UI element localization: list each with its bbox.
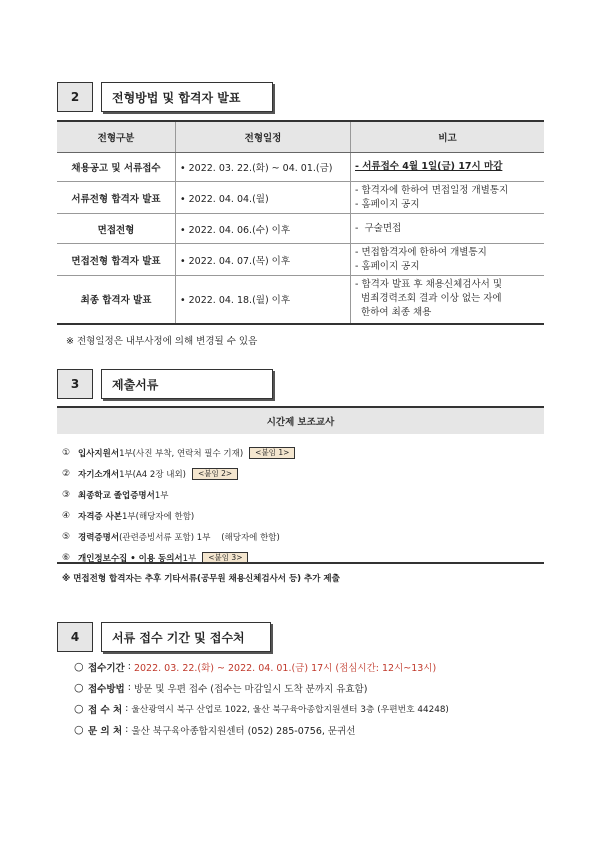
item-number: ③ [62,490,71,500]
list-item [62,528,542,546]
item-number: ④ [62,511,71,521]
document-detail: 1부(사진 부착, 연락처 필수 기재) [119,449,244,459]
document-detail: 1부(A4 2장 내외) [119,470,186,480]
schedule-table [57,120,544,325]
header-remarks: 비고 [351,121,545,153]
document-detail: (관련증빙서류 포함) 1부 (해당자에 한함) [119,533,280,543]
submission-info [74,656,554,740]
table-row [57,153,544,182]
header-stage: 전형구분 [57,121,176,153]
attachment-tag: <붙임 2> [192,468,238,480]
remark-line: - 홈페이지 공지 [355,260,420,272]
divider [57,562,544,564]
section-3-header [57,369,273,399]
remark-line: - 서류접수 4월 1일(금) 17시 마감 [355,161,503,172]
remarks-cell [351,244,545,276]
document-detail: 1부 [154,491,169,501]
section-title: 서류 접수 기간 및 접수처 [101,622,271,652]
document-name: 자기소개서 [78,470,120,480]
submission-place-row [74,698,554,719]
document-detail: 1부 [182,554,197,564]
document-category-bar: 시간제 보조교사 [57,406,544,434]
separator: : [124,682,134,693]
separator: : [122,703,132,714]
attachment-tag: <붙임 3> [202,552,248,564]
bullet-icon: ○ [74,681,84,694]
period-label: 접수기간 [88,662,125,674]
stage-cell: 채용공고 및 서류접수 [57,153,176,182]
document-name: 개인정보수집 • 이용 동의서 [78,554,183,564]
submission-method-row [74,677,554,698]
section-2-header [57,82,273,112]
table-row [57,214,544,244]
stage-cell: 면접전형 [57,214,176,244]
remark-line: - 합격자 발표 후 채용신체검사서 및 [355,279,503,291]
place-value: 울산광역시 북구 산업로 1022, 울산 북구육아종합지원센터 3층 (우편번호 44248) [131,705,449,715]
remarks-cell [351,182,545,214]
section-4-header [57,622,271,652]
section-number: 2 [57,82,93,112]
remark-line: - 구술면접 [355,222,402,234]
submission-contact-row [74,719,554,740]
schedule-note: ※ 전형일정은 내부사정에 의해 변경될 수 있음 [66,336,258,347]
remark-line: - 면접합격자에 한하여 개별통지 [355,246,487,258]
bullet-icon: ○ [74,723,84,736]
remarks-cell [351,153,545,182]
item-number: ⑥ [62,553,71,563]
submission-period-row [74,656,554,677]
list-item [62,549,542,567]
separator: : [124,661,134,672]
date-cell: • 2022. 04. 04.(월) [176,182,351,214]
table-row [57,244,544,276]
remark-line: - 홈페이지 공지 [355,198,420,210]
contact-label: 문 의 처 [88,725,123,737]
stage-cell: 최종 합격자 발표 [57,276,176,324]
section-number: 3 [57,369,93,399]
list-item [62,444,542,462]
document-list [62,444,542,570]
section-title: 제출서류 [101,369,273,399]
list-item [62,507,542,525]
remark-line: - 합격자에 한하여 면접일정 개별통지 [355,184,509,196]
document-name: 자격증 사본 [78,512,123,522]
remarks-cell [351,276,545,324]
table-header-row [57,121,544,153]
documents-note: ※ 면접전형 합격자는 추후 기타서류(공무원 채용신체검사서 등) 추가 제출 [62,574,340,584]
date-cell: • 2022. 04. 06.(수) 이후 [176,214,351,244]
remarks-cell [351,214,545,244]
period-value: 2022. 03. 22.(화) ~ 2022. 04. 01.(금) 17시 (점심시간: 12시~13시) [133,662,437,674]
remark-line: 범죄경력조회 결과 이상 없는 자에 [355,293,502,305]
header-date: 전형일정 [176,121,351,153]
stage-cell: 서류전형 합격자 발표 [57,182,176,214]
document-name: 입사지원서 [78,449,120,459]
item-number: ② [62,469,71,479]
stage-cell: 면접전형 합격자 발표 [57,244,176,276]
attachment-tag: <붙임 1> [249,447,295,459]
document-detail: 1부(해당자에 한함) [122,512,195,522]
date-cell: • 2022. 04. 07.(목) 이후 [176,244,351,276]
table-row [57,276,544,324]
date-cell: • 2022. 04. 18.(월) 이후 [176,276,351,324]
document-name: 최종학교 졸업증명서 [78,491,155,501]
remark-line: 한하여 최종 채용 [355,307,432,319]
list-item [62,486,542,504]
contact-value: 울산 북구육아종합지원센터 (052) 285-0756, 문귀선 [131,725,356,737]
document-name: 경력증명서 [78,533,120,543]
section-number: 4 [57,622,93,652]
bullet-icon: ○ [74,660,84,673]
date-cell: • 2022. 03. 22.(화) ~ 04. 01.(금) [176,153,351,182]
item-number: ⑤ [62,532,71,542]
item-number: ① [62,448,71,458]
bullet-icon: ○ [74,702,84,715]
separator: : [122,724,132,735]
section-title: 전형방법 및 합격자 발표 [101,82,273,112]
place-label: 접 수 처 [88,704,123,716]
method-label: 접수방법 [88,683,125,695]
method-value: 방문 및 우편 접수 (접수는 마감일시 도착 분까지 유효함) [133,683,368,695]
table-row [57,182,544,214]
list-item [62,465,542,483]
